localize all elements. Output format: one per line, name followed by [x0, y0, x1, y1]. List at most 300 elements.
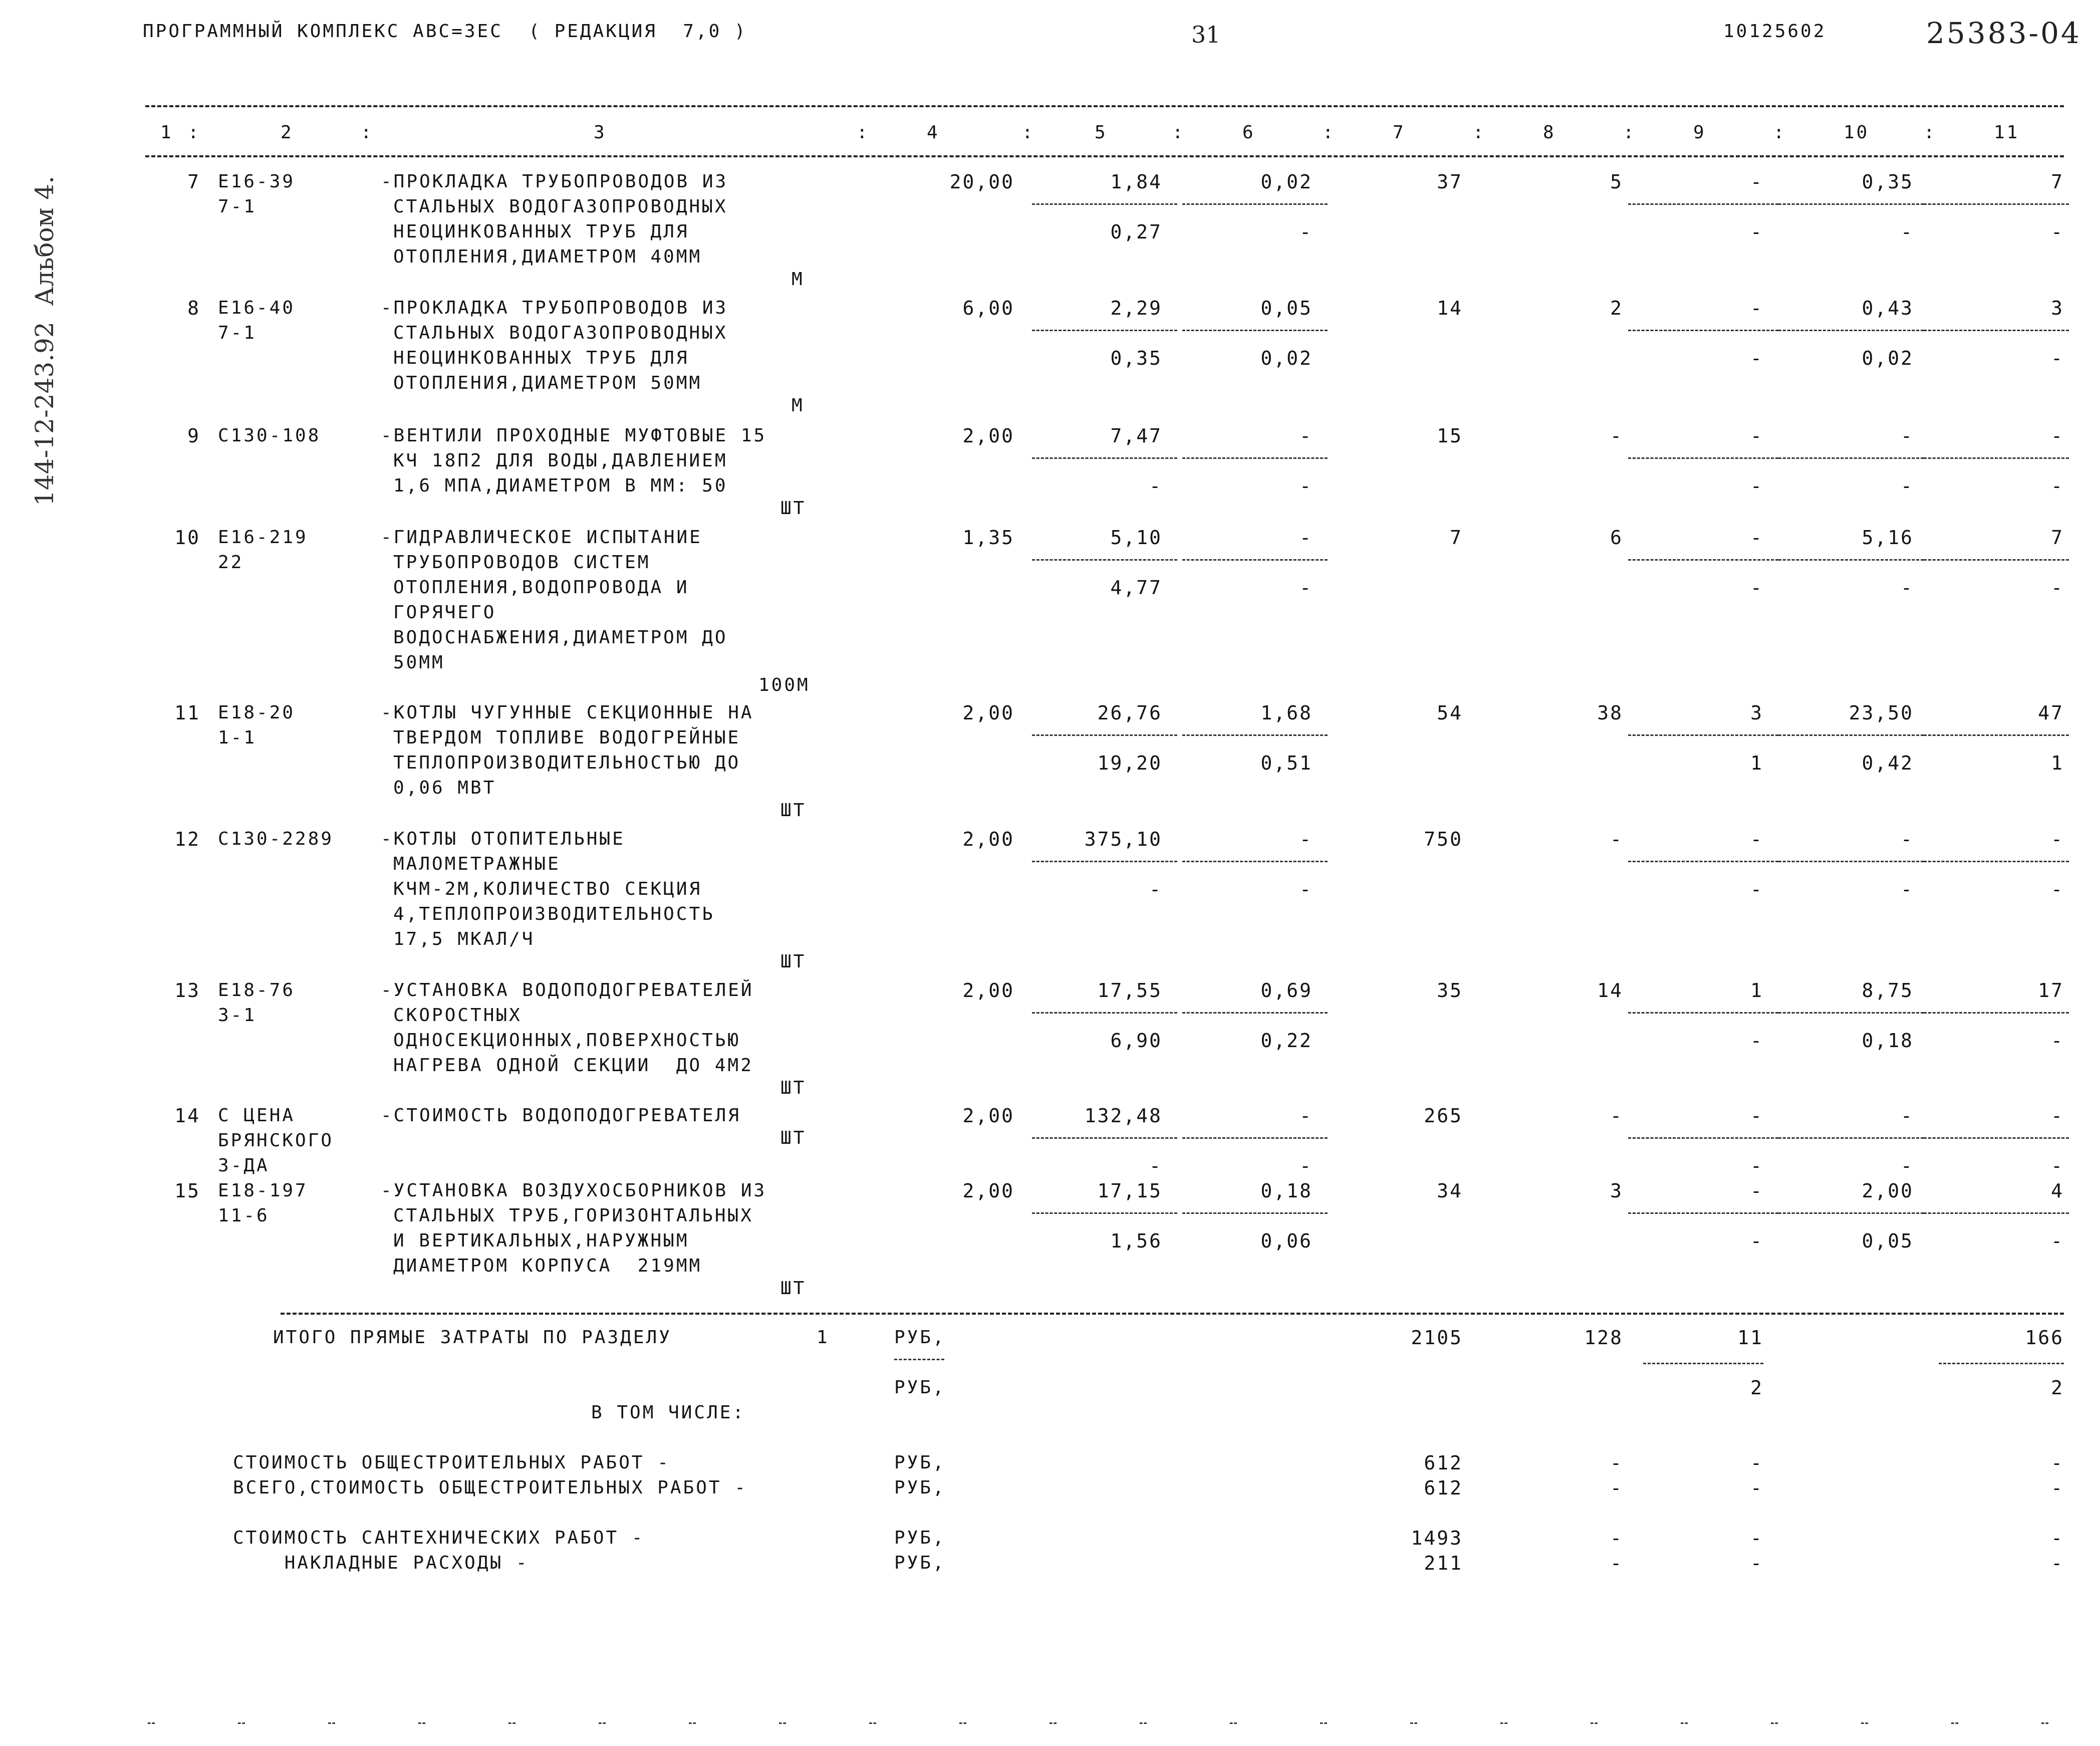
- cell-c5: 17,15: [1097, 1180, 1162, 1202]
- totals-unit: РУБ,: [894, 1327, 946, 1348]
- row-description: ОТОПЛЕНИЯ,ВОДОПРОВОДА И: [393, 577, 689, 598]
- row-description: -ГИДРАВЛИЧЕСКОЕ ИСПЫТАНИЕ: [381, 527, 702, 548]
- cell-c9b: -: [1750, 347, 1763, 369]
- bottom-dash: [148, 1722, 155, 1724]
- value-divider: [1032, 559, 1177, 561]
- cell-c10b: -: [1901, 878, 1914, 900]
- row-description: СКОРОСТНЫХ: [393, 1005, 522, 1026]
- cell-c6: 0,69: [1260, 979, 1312, 1002]
- value-divider: [1182, 559, 1328, 561]
- row-description: ДИАМЕТРОМ КОРПУСА 219ММ: [393, 1256, 702, 1276]
- cell-c10: 2,00: [1862, 1180, 1914, 1202]
- breakdown-unit: РУБ,: [894, 1477, 946, 1498]
- column-header: 7: [1393, 122, 1406, 143]
- cell-c8: 38: [1597, 702, 1623, 724]
- value-divider: [1924, 734, 2069, 736]
- breakdown-unit: РУБ,: [894, 1452, 946, 1473]
- column-separator: :: [1773, 122, 1786, 143]
- value-divider: [1924, 203, 2069, 205]
- cell-c5b: -: [1149, 475, 1162, 497]
- value-divider: [1628, 330, 1778, 331]
- cell-c10: 23,50: [1849, 702, 1914, 724]
- row-code: 3-1: [218, 1005, 257, 1026]
- value-divider: [1924, 1012, 2069, 1014]
- cell-c10b: 0,42: [1862, 752, 1914, 774]
- totals-unit-2: РУБ,: [894, 1377, 946, 1398]
- cell-c6b: -: [1299, 221, 1312, 243]
- row-description: -УСТАНОВКА ВОДОПОДОГРЕВАТЕЛЕЙ: [381, 980, 754, 1001]
- column-header: 4: [927, 122, 940, 143]
- value-divider: [1924, 1137, 2069, 1139]
- totals-section: 1: [817, 1327, 830, 1348]
- value-divider: [1032, 1012, 1177, 1014]
- value-divider: [1032, 1212, 1177, 1214]
- value-divider: [1032, 203, 1177, 205]
- value-divider: [1628, 203, 1778, 205]
- row-description: -ПРОКЛАДКА ТРУБОПРОВОДОВ ИЗ: [381, 298, 728, 318]
- cell-c7: 37: [1437, 171, 1463, 193]
- object-code: 10125602: [1723, 21, 1826, 42]
- cell-c5b: 0,35: [1110, 347, 1162, 369]
- row-description: НЕОЦИНКОВАННЫХ ТРУБ ДЛЯ: [393, 348, 689, 368]
- cell-c11b: -: [2051, 1230, 2064, 1252]
- row-description: ОДНОСЕКЦИОННЫХ,ПОВЕРХНОСТЬЮ: [393, 1030, 741, 1051]
- bottom-dash: [1410, 1722, 1417, 1724]
- cell-c6b: 0,06: [1260, 1230, 1312, 1252]
- row-description: НАГРЕВА ОДНОЙ СЕКЦИИ ДО 4М2: [393, 1055, 753, 1076]
- cell-c6b: 0,02: [1260, 347, 1312, 369]
- totals-c7: 2105: [1411, 1327, 1463, 1349]
- row-description: НЕОЦИНКОВАННЫХ ТРУБ ДЛЯ: [393, 221, 689, 242]
- row-description: ТРУБОПРОВОДОВ СИСТЕМ: [393, 552, 651, 573]
- cell-c5: 5,10: [1110, 527, 1162, 549]
- bottom-dash: [599, 1722, 606, 1724]
- breakdown-c11: -: [2051, 1527, 2064, 1549]
- cell-c6: 0,02: [1260, 171, 1312, 193]
- breakdown-c9: -: [1750, 1552, 1763, 1574]
- row-unit: ШТ: [780, 800, 807, 821]
- column-header: 2: [281, 122, 294, 143]
- totals-c9: 11: [1737, 1327, 1763, 1349]
- value-divider: [1778, 734, 1924, 736]
- row-description: 1,6 МПА,ДИАМЕТРОМ В ММ: 50: [393, 475, 728, 496]
- row-unit: 100М: [758, 675, 810, 695]
- breakdown-c7: 612: [1424, 1477, 1463, 1499]
- row-description: -ВЕНТИЛИ ПРОХОДНЫЕ МУФТОВЫЕ 15: [381, 425, 767, 446]
- cell-c5b: 1,56: [1110, 1230, 1162, 1252]
- breakdown-unit: РУБ,: [894, 1553, 946, 1573]
- row-unit: ШТ: [780, 1078, 807, 1098]
- column-separator: :: [1473, 122, 1486, 143]
- row-code: Е16-219: [218, 527, 308, 548]
- totals-dash-c11: [1939, 1363, 2064, 1364]
- cell-c11: 47: [2038, 702, 2064, 724]
- breakdown-label: СТОИМОСТЬ ОБЩЕСТРОИТЕЛЬНЫХ РАБОТ -: [233, 1452, 670, 1473]
- row-description: -СТОИМОСТЬ ВОДОПОДОГРЕВАТЕЛЯ: [381, 1105, 741, 1126]
- value-divider: [1182, 1137, 1328, 1139]
- value-divider: [1628, 559, 1778, 561]
- cell-c5: 7,47: [1110, 425, 1162, 447]
- cell-c4: 1,35: [962, 527, 1014, 549]
- value-divider: [1182, 861, 1328, 862]
- row-unit: ШТ: [780, 498, 807, 519]
- row-description: И ВЕРТИКАЛЬНЫХ,НАРУЖНЫМ: [393, 1230, 689, 1251]
- bottom-dash: [418, 1722, 425, 1724]
- cell-c5b: 0,27: [1110, 221, 1162, 243]
- breakdown-label: НАКЛАДНЫЕ РАСХОДЫ -: [233, 1553, 529, 1573]
- row-description: 0,06 МВТ: [393, 778, 496, 798]
- value-divider: [1924, 559, 2069, 561]
- cell-c6: -: [1299, 425, 1312, 447]
- bottom-dash: [1500, 1722, 1507, 1724]
- cell-c11b: 1: [2051, 752, 2064, 774]
- row-description: 50ММ: [393, 652, 445, 673]
- cell-c5b: 19,20: [1097, 752, 1162, 774]
- value-divider: [1628, 1012, 1778, 1014]
- cell-c6b: 0,22: [1260, 1030, 1312, 1052]
- cell-c9b: -: [1750, 1030, 1763, 1052]
- cell-c11b: -: [2051, 1030, 2064, 1052]
- breakdown-c9: -: [1750, 1477, 1763, 1499]
- value-divider: [1182, 734, 1328, 736]
- cell-c10b: -: [1901, 1155, 1914, 1177]
- row-number: 14: [174, 1105, 200, 1127]
- row-number: 8: [187, 297, 200, 319]
- cell-c11b: -: [2051, 347, 2064, 369]
- row-description: КЧ 18П2 ДЛЯ ВОДЫ,ДАВЛЕНИЕМ: [393, 450, 728, 471]
- row-code: БРЯНСКОГО: [218, 1130, 334, 1151]
- including-label: В ТОМ ЧИСЛЕ:: [591, 1402, 746, 1423]
- value-divider: [1778, 457, 1924, 459]
- breakdown-c11: -: [2051, 1452, 2064, 1474]
- cell-c9: -: [1750, 1105, 1763, 1127]
- value-divider: [1032, 1137, 1177, 1139]
- cell-c5: 132,48: [1084, 1105, 1162, 1127]
- row-unit: ШТ: [780, 1278, 807, 1299]
- cell-c9b: -: [1750, 1230, 1763, 1252]
- cell-c5: 1,84: [1110, 171, 1162, 193]
- row-code: 1-1: [218, 727, 257, 748]
- cell-c7: 7: [1450, 527, 1463, 549]
- row-unit: М: [792, 269, 805, 290]
- cell-c5: 375,10: [1084, 828, 1162, 850]
- row-number: 12: [174, 828, 200, 850]
- totals-dash-unit: [894, 1359, 944, 1360]
- cell-c10b: 0,02: [1862, 347, 1914, 369]
- column-header: 5: [1095, 122, 1108, 143]
- bottom-dash: [1591, 1722, 1598, 1724]
- cell-c7: 15: [1437, 425, 1463, 447]
- value-divider: [1182, 203, 1328, 205]
- bottom-dash: [959, 1722, 966, 1724]
- breakdown-c9: -: [1750, 1452, 1763, 1474]
- column-separator: :: [1323, 122, 1336, 143]
- cell-c7: 14: [1437, 297, 1463, 319]
- cell-c6b: 0,51: [1260, 752, 1312, 774]
- cell-c9b: -: [1750, 475, 1763, 497]
- cell-c6b: -: [1299, 577, 1312, 599]
- row-code: Е16-40: [218, 298, 296, 318]
- value-divider: [1628, 861, 1778, 862]
- bottom-dash: [689, 1722, 696, 1724]
- row-code: 11-6: [218, 1205, 270, 1226]
- page-number: 31: [1191, 21, 1221, 48]
- row-description: ТВЕРДОМ ТОПЛИВЕ ВОДОГРЕЙНЫЕ: [393, 727, 741, 748]
- bottom-dash: [328, 1722, 335, 1724]
- cell-c5: 26,76: [1097, 702, 1162, 724]
- cell-c9: -: [1750, 171, 1763, 193]
- value-divider: [1182, 330, 1328, 331]
- cell-c9: -: [1750, 297, 1763, 319]
- cell-c10: -: [1901, 1105, 1914, 1127]
- row-code: Е18-76: [218, 980, 296, 1001]
- breakdown-c7: 612: [1424, 1452, 1463, 1474]
- bottom-dash: [1049, 1722, 1057, 1724]
- cell-c9: -: [1750, 1180, 1763, 1202]
- value-divider: [1778, 203, 1924, 205]
- row-code: Е18-197: [218, 1180, 308, 1201]
- bottom-dash: [1230, 1722, 1237, 1724]
- bottom-dash: [1320, 1722, 1327, 1724]
- cell-c4: 20,00: [949, 171, 1014, 193]
- row-unit: ШТ: [780, 951, 807, 972]
- column-separator: :: [361, 122, 374, 143]
- cell-c8: -: [1610, 425, 1623, 447]
- cell-c4: 2,00: [962, 1105, 1014, 1127]
- column-header: 11: [1994, 122, 2020, 143]
- cell-c6b: -: [1299, 475, 1312, 497]
- cell-c8: -: [1610, 1105, 1623, 1127]
- column-separator: :: [1172, 122, 1185, 143]
- value-divider: [1628, 1212, 1778, 1214]
- cell-c9: -: [1750, 425, 1763, 447]
- bottom-dash: [1951, 1722, 1958, 1724]
- row-description: ОТОПЛЕНИЯ,ДИАМЕТРОМ 40ММ: [393, 246, 702, 267]
- cell-c9b: -: [1750, 1155, 1763, 1177]
- cell-c6: -: [1299, 527, 1312, 549]
- value-divider: [1778, 559, 1924, 561]
- cell-c6: 0,05: [1260, 297, 1312, 319]
- cell-c6: 0,18: [1260, 1180, 1312, 1202]
- row-description: СТАЛЬНЫХ ВОДОГАЗОПРОВОДНЫХ: [393, 196, 728, 217]
- totals-c8: 128: [1584, 1327, 1623, 1349]
- cell-c8: 6: [1610, 527, 1623, 549]
- cell-c6: 1,68: [1260, 702, 1312, 724]
- cell-c4: 2,00: [962, 828, 1014, 850]
- row-number: 7: [187, 171, 200, 193]
- breakdown-label: ВСЕГО,СТОИМОСТЬ ОБЩЕСТРОИТЕЛЬНЫХ РАБОТ -: [233, 1477, 747, 1498]
- cell-c10b: 0,18: [1862, 1030, 1914, 1052]
- cell-c9: -: [1750, 828, 1763, 850]
- cell-c11: 3: [2051, 297, 2064, 319]
- breakdown-c11: -: [2051, 1552, 2064, 1574]
- cell-c11: 4: [2051, 1180, 2064, 1202]
- row-description: -УСТАНОВКА ВОЗДУХОСБОРНИКОВ ИЗ: [381, 1180, 767, 1201]
- cell-c8: 3: [1610, 1180, 1623, 1202]
- bottom-dash: [508, 1722, 515, 1724]
- breakdown-c8: -: [1610, 1452, 1623, 1474]
- row-description: 4,ТЕПЛОПРОИЗВОДИТЕЛЬНОСТЬ: [393, 904, 715, 924]
- column-header: 8: [1543, 122, 1556, 143]
- value-divider: [1032, 861, 1177, 862]
- breakdown-c9: -: [1750, 1527, 1763, 1549]
- value-divider: [1032, 457, 1177, 459]
- cell-c5: 2,29: [1110, 297, 1162, 319]
- column-header: 3: [594, 122, 607, 143]
- bottom-dash: [779, 1722, 786, 1724]
- cell-c7: 750: [1424, 828, 1463, 850]
- cell-c10: 0,43: [1862, 297, 1914, 319]
- cell-c6b: -: [1299, 878, 1312, 900]
- row-code: Е18-20: [218, 702, 296, 723]
- row-description: -ПРОКЛАДКА ТРУБОПРОВОДОВ ИЗ: [381, 171, 728, 192]
- cell-c5b: 6,90: [1110, 1030, 1162, 1052]
- value-divider: [1924, 457, 2069, 459]
- program-title: ПРОГРАММНЫЙ КОМПЛЕКС АВС=3ЕС ( РЕДАКЦИЯ 7,0 ): [143, 21, 747, 42]
- value-divider: [1778, 1012, 1924, 1014]
- cell-c10b: 0,05: [1862, 1230, 1914, 1252]
- totals-label: ИТОГО ПРЯМЫЕ ЗАТРАТЫ ПО РАЗДЕЛУ: [273, 1327, 672, 1348]
- cell-c11: 17: [2038, 979, 2064, 1002]
- cell-c10b: -: [1901, 475, 1914, 497]
- value-divider: [1778, 1212, 1924, 1214]
- value-divider: [1924, 330, 2069, 331]
- totals-c11b: 2: [2051, 1377, 2064, 1399]
- value-divider: [1182, 1012, 1328, 1014]
- row-description: -КОТЛЫ ЧУГУННЫЕ СЕКЦИОННЫЕ НА: [381, 702, 754, 723]
- cell-c8: 5: [1610, 171, 1623, 193]
- bottom-dash: [1861, 1722, 1868, 1724]
- row-number: 13: [174, 979, 200, 1002]
- row-number: 10: [174, 527, 200, 549]
- value-divider: [1182, 1212, 1328, 1214]
- row-description: МАЛОМЕТРАЖНЫЕ: [393, 854, 561, 874]
- breakdown-label: СТОИМОСТЬ САНТЕХНИЧЕСКИХ РАБОТ -: [233, 1528, 645, 1548]
- cell-c7: 265: [1424, 1105, 1463, 1127]
- document-number: 25383-04: [1926, 16, 2081, 50]
- cell-c4: 2,00: [962, 979, 1014, 1002]
- totals-c11: 166: [2025, 1327, 2064, 1349]
- cell-c4: 2,00: [962, 1180, 1014, 1202]
- cell-c7: 34: [1437, 1180, 1463, 1202]
- cell-c10: 0,35: [1862, 171, 1914, 193]
- cell-c11b: -: [2051, 577, 2064, 599]
- value-divider: [1778, 1137, 1924, 1139]
- top-rule: [145, 105, 2064, 107]
- column-header: 6: [1242, 122, 1255, 143]
- cell-c9: 1: [1750, 979, 1763, 1002]
- row-code: С130-2289: [218, 829, 334, 849]
- totals-rule: [281, 1313, 2064, 1315]
- cell-c8: -: [1610, 828, 1623, 850]
- cell-c8: 2: [1610, 297, 1623, 319]
- cell-c11b: -: [2051, 878, 2064, 900]
- value-divider: [1778, 330, 1924, 331]
- cell-c11b: -: [2051, 1155, 2064, 1177]
- cell-c11: 7: [2051, 171, 2064, 193]
- row-description: 17,5 МКАЛ/Ч: [393, 929, 535, 949]
- value-divider: [1628, 457, 1778, 459]
- value-divider: [1924, 1212, 2069, 1214]
- value-divider: [1778, 861, 1924, 862]
- cell-c6: -: [1299, 828, 1312, 850]
- cell-c5b: -: [1149, 878, 1162, 900]
- column-separator: :: [1022, 122, 1035, 143]
- cell-c5: 17,55: [1097, 979, 1162, 1002]
- cell-c11: -: [2051, 425, 2064, 447]
- cell-c10b: -: [1901, 221, 1914, 243]
- value-divider: [1628, 1137, 1778, 1139]
- row-code: 3-ДА: [218, 1155, 270, 1176]
- cell-c11: -: [2051, 1105, 2064, 1127]
- bottom-dash: [1681, 1722, 1688, 1724]
- cell-c4: 6,00: [962, 297, 1014, 319]
- header-rule: [145, 155, 2064, 157]
- row-description: ГОРЯЧЕГО: [393, 602, 496, 623]
- cell-c9: -: [1750, 527, 1763, 549]
- cell-c10: 8,75: [1862, 979, 1914, 1002]
- cell-c5b: -: [1149, 1155, 1162, 1177]
- row-number: 9: [187, 425, 200, 447]
- cell-c8: 14: [1597, 979, 1623, 1002]
- cell-c9: 3: [1750, 702, 1763, 724]
- row-code: 7-1: [218, 196, 257, 217]
- cell-c5b: 4,77: [1110, 577, 1162, 599]
- bottom-dash: [1771, 1722, 1778, 1724]
- bottom-dash: [238, 1722, 245, 1724]
- breakdown-c8: -: [1610, 1527, 1623, 1549]
- column-header: 10: [1844, 122, 1870, 143]
- cell-c10: 5,16: [1862, 527, 1914, 549]
- breakdown-c8: -: [1610, 1552, 1623, 1574]
- row-code: С130-108: [218, 425, 321, 446]
- cell-c9b: 1: [1750, 752, 1763, 774]
- cell-c10: -: [1901, 828, 1914, 850]
- side-label: 144-12-243.92 Альбом 4.: [30, 175, 59, 506]
- row-description: ВОДОСНАБЖЕНИЯ,ДИАМЕТРОМ ДО: [393, 627, 728, 648]
- row-code: 7-1: [218, 323, 257, 343]
- row-unit: М: [792, 395, 805, 416]
- column-separator: :: [857, 122, 870, 143]
- row-code: 22: [218, 552, 244, 573]
- breakdown-unit: РУБ,: [894, 1528, 946, 1548]
- cell-c7: 35: [1437, 979, 1463, 1002]
- cell-c7: 54: [1437, 702, 1463, 724]
- row-description: СТАЛЬНЫХ ВОДОГАЗОПРОВОДНЫХ: [393, 323, 728, 343]
- cell-c6: -: [1299, 1105, 1312, 1127]
- row-number: 15: [174, 1180, 200, 1202]
- row-description: -КОТЛЫ ОТОПИТЕЛЬНЫЕ: [381, 829, 625, 849]
- cell-c11: -: [2051, 828, 2064, 850]
- column-header: 1: [160, 122, 173, 143]
- column-separator: :: [1924, 122, 1937, 143]
- row-description: СТАЛЬНЫХ ТРУБ,ГОРИЗОНТАЛЬНЫХ: [393, 1205, 753, 1226]
- value-divider: [1924, 861, 2069, 862]
- column-header: 9: [1693, 122, 1706, 143]
- cell-c4: 2,00: [962, 702, 1014, 724]
- row-description: ТЕПЛОПРОИЗВОДИТЕЛЬНОСТЬЮ ДО: [393, 753, 741, 773]
- value-divider: [1032, 330, 1177, 331]
- breakdown-c7: 211: [1424, 1552, 1463, 1574]
- cell-c9b: -: [1750, 221, 1763, 243]
- cell-c10: -: [1901, 425, 1914, 447]
- row-number: 11: [174, 702, 200, 724]
- breakdown-c7: 1493: [1411, 1527, 1463, 1549]
- cell-c10b: -: [1901, 577, 1914, 599]
- cell-c9b: -: [1750, 878, 1763, 900]
- value-divider: [1628, 734, 1778, 736]
- column-separator: :: [188, 122, 201, 143]
